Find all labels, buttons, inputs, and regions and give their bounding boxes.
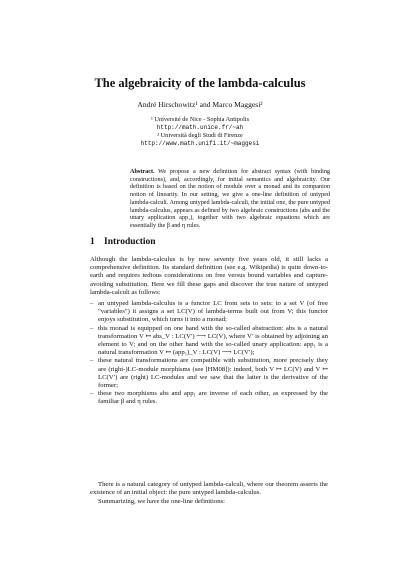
abstract-text: We propose a new definition for abstract syntax (with binding constructions), and, accordingly, for initial semantics and algebraicity. Our definition is based on the notion of module over a monad and its companion notion of linearity. In our setting, we give a one-line definition of untyped lambda-calculi. Among untyped lambda-calculi, the initial one, the pure untyped lambda-calculus, appears as defined by two algebraic constructions (abs and the unary application app₁), together with two algebraic equations which are essentially the β and η rules. <box>130 168 331 229</box>
paper-title: The algebraicity of the lambda-calculus <box>94 76 306 90</box>
summary-line: Summarizing, we have the one-line definitions: <box>98 498 226 505</box>
intro-paragraph: Although the lambda-calculus is by now seventy five years old, it still lacks a comprehensive definition. Its standard definition (see e.g. Wikipedia) is quite down-to-earth and requires tedious considerations on free versus bound variables and capture-avoiding substitution. Here we fill these gaps and discover the true nature of untyped lambda-calculi as follows: <box>90 256 328 296</box>
property-list <box>90 300 328 407</box>
list-item: – an untyped lambda-calculus is a functor LC from sets to sets: to a set V (of free "variables") it assigns a set LC(V) of lambda-terms built out from V; this functor enjoys substitution, which turns it into a monad; <box>90 300 328 325</box>
abstract <box>130 168 330 230</box>
section-number: 1 <box>90 237 95 247</box>
list-item: – these natural transformations are compatible with substitution, more precisely they are (right-)LC-module morphisms (see [HM08]): indeed, both V ↦ LC(V) and V ↦ LC(V′) are (right) LC-modules and we saw that the latter is the derivative of the former; <box>90 357 328 390</box>
author-line: André Hirschowitz¹ and Marco Maggesi² <box>137 100 263 109</box>
abstract-label: Abstract. <box>130 168 155 175</box>
list-item: – this monad is equipped on one hand with the so-called abstraction: abs is a natural transformation V ↦ abs_V : LC(V′) ⟶ LC(V), where V′ is obtained by adjoining an element to V; and on the other hand with the so-called unary application: app₁ is a natural transformation V ↦ (app₁)_V : LC(V) ⟶ LC(V′); <box>90 325 328 358</box>
section-title: Introduction <box>104 237 156 247</box>
closing-paragraph: There is a natural category of untyped lambda-calculi, where our theorem asserts the existence of an initial object: the pure untyped lambda-calculus. <box>90 481 328 497</box>
affiliation-1-url: http://math.unice.fr/~ah <box>156 124 244 131</box>
section-heading <box>90 237 156 247</box>
affiliation-2: ² Università degli Studi di Firenze <box>157 132 243 139</box>
affiliation-1: ¹ Université de Nice - Sophia Antipolis <box>150 116 250 123</box>
list-item: – these two morphisms abs and app₁ are inverse of each other, as expressed by the familiar β and η rules. <box>90 390 328 406</box>
affiliation-2-url: http://www.math.unifi.it/~maggesi <box>140 140 260 147</box>
